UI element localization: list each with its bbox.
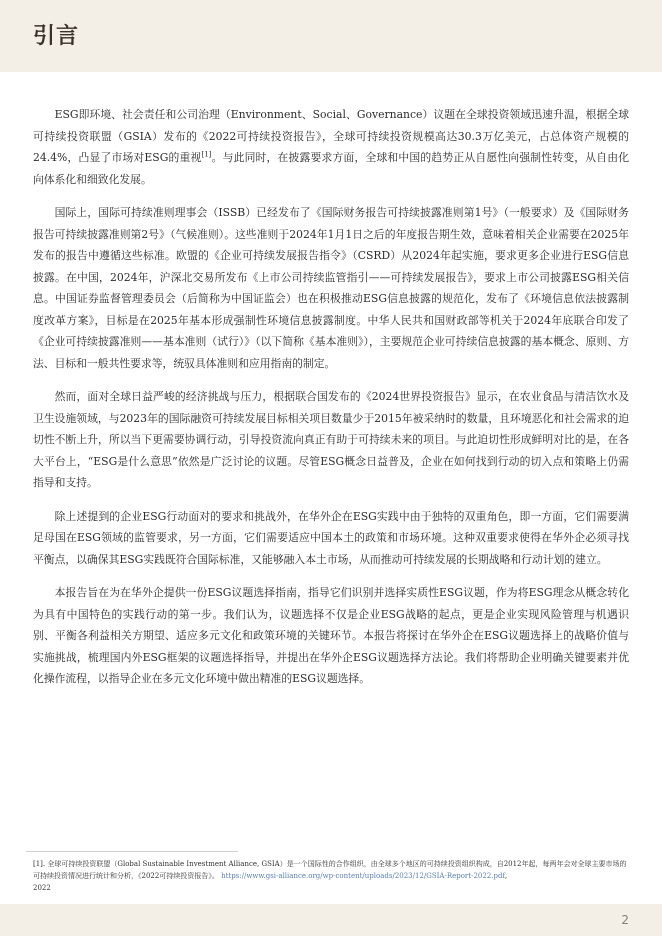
paragraph-3: 然而，面对全球日益严峻的经济挑战与压力，根据联合国发布的《2024世界投资报告》显示，在农业食品与清洁饮水及卫生设施领域，与2023年的国际融资可持续发展目标相关项目数量少于2015年被采纳时的数量，且环境恶化和社会需求的迫切性不断上升，所以当下更需要协调行动，引导投资流向真正有助于可持续未来的项目。与此迫切性形成鲜明对比的是，在各大平台上，“ESG是什么意思”依然是广泛讨论的议题。尽管ESG概念日益普及，企业在如何找到行动的切入点和策略上仍需指导和支持。 (33, 390, 629, 489)
footnote-comma: , (504, 872, 508, 880)
body-text (33, 104, 629, 702)
page-number: 2 (621, 913, 629, 927)
footnote-divider (26, 851, 238, 852)
footnote-ref[interactable]: [1] (201, 150, 212, 159)
footnote-text: [1]. 全球可持续投资联盟（Global Sustainable Investment Alliance, GSIA）是一个国际性的合作组织，由全球多个地区的可持续投资组织构成，自2012年起，每两年会对全球主要市场的可持续投资情况进行统计和分析，《2022可持续投资报告》。 (33, 860, 627, 880)
footnote-link[interactable]: https://www.gsi-alliance.org/wp-content/uploads/2023/12/GSIA-Report-2022.pdf (221, 872, 505, 880)
paragraph-1-text: ESG即环境、社会责任和公司治理（Environment、Social、Governance）议题在全球投资领域迅速升温，根据全球可持续投资联盟（GSIA）发布的《2022可持续投资报告》，全球可持续投资规模高达30.3万亿美元，占总体资产规模的24.4%，凸显了市场对ESG的重视 (33, 108, 629, 164)
paragraph-1 (33, 104, 629, 190)
footnote-year: 2022 (33, 884, 51, 892)
paragraph-5: 本报告旨在为在华外企提供一份ESG议题选择指南，指导它们识别并选择实质性ESG议题，作为将ESG理念从概念转化为具有中国特色的实践行动的第一步。我们认为，议题选择不仅是企业ESG战略的起点，更是企业实现风险管理与机遇识别、平衡各利益相关方期望、适应多元文化和政策环境的关键环节。本报告将探讨在华外企在ESG议题选择上的战略价值与实施挑战，梳理国内外ESG框架的议题选择指导，并提出在华外企ESG议题选择方法论。我们将帮助企业明确关键要素并优化操作流程，以指导企业在多元文化环境中做出精准的ESG议题选择。 (33, 586, 629, 685)
paragraph-1-text-cont: 。与此同时，在披露要求方面，全球和中国的趋势正从自愿性向强制性转变，从自由化向体系化和细致化发展。 (33, 151, 629, 186)
page-footer (0, 904, 662, 936)
page-header (0, 0, 662, 72)
section-title: 引言 (33, 23, 80, 49)
footnote (33, 858, 633, 894)
paragraph-4: 除上述提到的企业ESG行动面对的要求和挑战外，在华外企在ESG实践中由于独特的双重角色，即一方面，它们需要满足母国在ESG领域的监管要求，另一方面，它们需要适应中国本土的政策和市场环境。这种双重要求使得在华外企必须寻找平衡点，以确保其ESG实践既符合国际标准，又能够融入本土市场，从而推动可持续发展的长期战略和行动计划的建立。 (33, 509, 629, 566)
paragraph-2: 国际上，国际可持续准则理事会（ISSB）已经发布了《国际财务报告可持续披露准则第1号》（一般要求）及《国际财务报告可持续披露准则第2号》（气候准则）。这些准则于2024年1月1日之后的年度报告期生效，意味着相关企业需要在2025年发布的报告中遵循这些标准。欧盟的《企业可持续发展报告指令》（CSRD）从2024年起实施，要求更多企业进行ESG信息披露。在中国，2024年，沪深北交易所发布《上市公司持续监管指引——可持续发展报告》，要求上市公司披露ESG相关信息。中国证券监督管理委员会（后简称为中国证监会）也在积极推动ESG信息披露的规范化，发布了《环境信息依法披露制度改革方案》，目标是在2025年基本形成强制性环境信息披露制度。中华人民共和国财政部等机关于2024年底联合印发了《企业可持续披露准则——基本准则（试行）》（以下简称《基本准则》），主要规范企业可持续信息披露的基本概念、原则、方法、目标和一般共性要求等，统驭具体准则和应用指南的制定。 (33, 206, 629, 370)
